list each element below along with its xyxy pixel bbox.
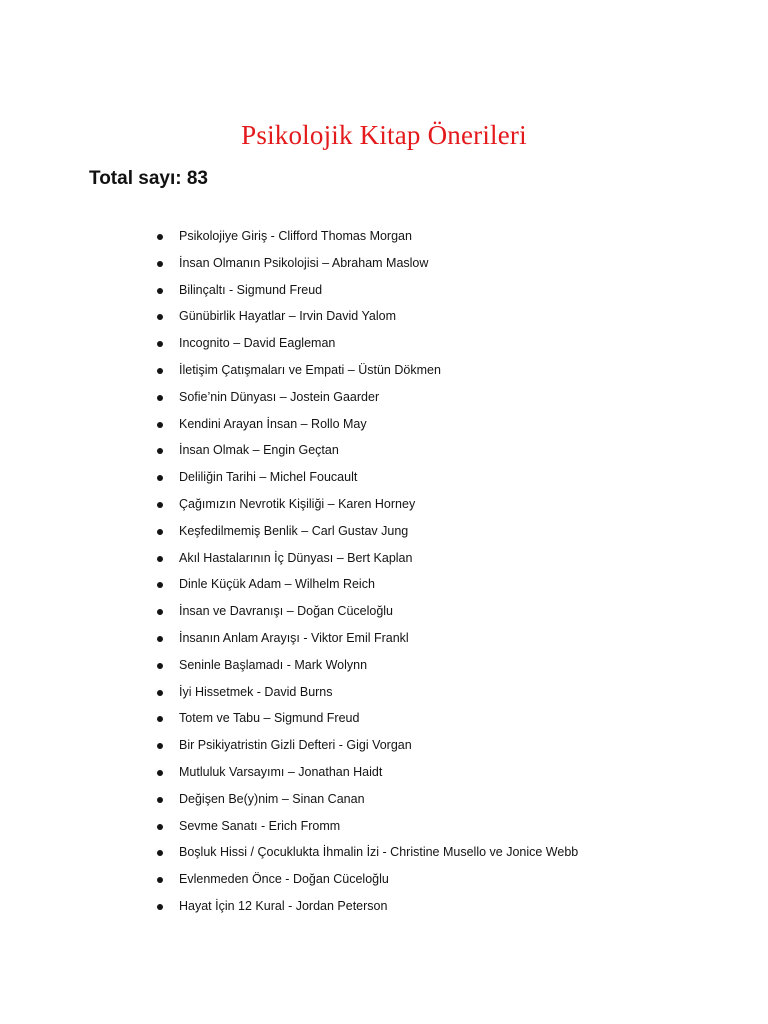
book-entry: İnsan Olmak – Engin Geçtan (179, 443, 339, 458)
book-entry: Keşfedilmemiş Benlik – Carl Gustav Jung (179, 523, 409, 538)
bullet-icon (157, 288, 163, 294)
bullet-icon (157, 663, 163, 669)
bullet-icon (157, 797, 163, 803)
bullet-icon (157, 850, 163, 856)
book-entry: Evlenmeden Önce - Doğan Cüceloğlu (179, 872, 389, 887)
book-entry: Günübirlik Hayatlar – Irvin David Yalom (179, 309, 396, 324)
bullet-icon (157, 395, 163, 401)
book-entry: Deliliğin Tarihi – Michel Foucault (179, 470, 358, 485)
book-entry: Psikolojiye Giriş - Clifford Thomas Morgan (179, 229, 412, 243)
book-entry: Bilinçaltı - Sigmund Freud (179, 282, 323, 297)
book-entry: Hayat İçin 12 Kural - Jordan Peterson (179, 898, 388, 913)
book-entry: Mutluluk Varsayımı – Jonathan Haidt (179, 764, 383, 779)
book-entry: İnsan ve Davranışı – Doğan Cüceloğlu (179, 604, 394, 619)
book-entry: İyi Hissetmek - David Burns (179, 684, 333, 699)
book-entry: Seninle Başlamadı - Mark Wolynn (179, 657, 368, 672)
bullet-icon (157, 636, 163, 642)
bullet-icon (157, 502, 163, 508)
book-entry: Sofie’nin Dünyası – Jostein Gaarder (179, 389, 380, 404)
book-entry: Değişen Be(y)nim – Sinan Canan (179, 791, 365, 806)
bullet-icon (157, 743, 163, 749)
book-entry: Incognito – David Eagleman (179, 336, 336, 351)
bullet-icon (157, 824, 163, 830)
book-entry: Dinle Küçük Adam – Wilhelm Reich (179, 577, 375, 592)
bullet-icon (157, 556, 163, 562)
bullet-icon (157, 475, 163, 481)
book-entry: İnsan Olmanın Psikolojisi – Abraham Maslow (179, 255, 429, 270)
book-entry: Totem ve Tabu – Sigmund Freud (179, 711, 360, 726)
book-entry: Çağımızın Nevrotik Kişiliği – Karen Horney (179, 496, 416, 511)
bullet-icon (157, 422, 163, 428)
bullet-icon (157, 609, 163, 615)
bullet-icon (157, 368, 163, 374)
book-entry: Boşluk Hissi / Çocuklukta İhmalin İzi - Christine Musello ve Jonice Webb (179, 845, 579, 860)
total-count: Total sayı: 83 (89, 168, 208, 189)
bullet-icon (157, 690, 163, 696)
book-entry: Bir Psikiyatristin Gizli Defteri - Gigi Vorgan (179, 738, 412, 753)
page-title: Psikolojik Kitap Önerileri (241, 120, 527, 150)
bullet-icon (157, 904, 163, 910)
bullet-icon (157, 341, 163, 347)
bullet-icon (157, 234, 163, 240)
bullet-icon (157, 582, 163, 588)
bullet-icon (157, 261, 163, 267)
book-entry: Kendini Arayan İnsan – Rollo May (179, 416, 367, 431)
bullet-icon (157, 314, 163, 320)
bullet-icon (157, 770, 163, 776)
bullet-icon (157, 716, 163, 722)
bullet-icon (157, 448, 163, 454)
book-entry: Akıl Hastalarının İç Dünyası – Bert Kaplan (179, 550, 413, 565)
book-entry: İnsanın Anlam Arayışı - Viktor Emil Frankl (179, 630, 409, 645)
bullet-icon (157, 529, 163, 535)
bullet-icon (157, 877, 163, 883)
book-entry: Sevme Sanatı - Erich Fromm (179, 818, 341, 833)
book-entry: İletişim Çatışmaları ve Empati – Üstün Dökmen (179, 362, 441, 377)
